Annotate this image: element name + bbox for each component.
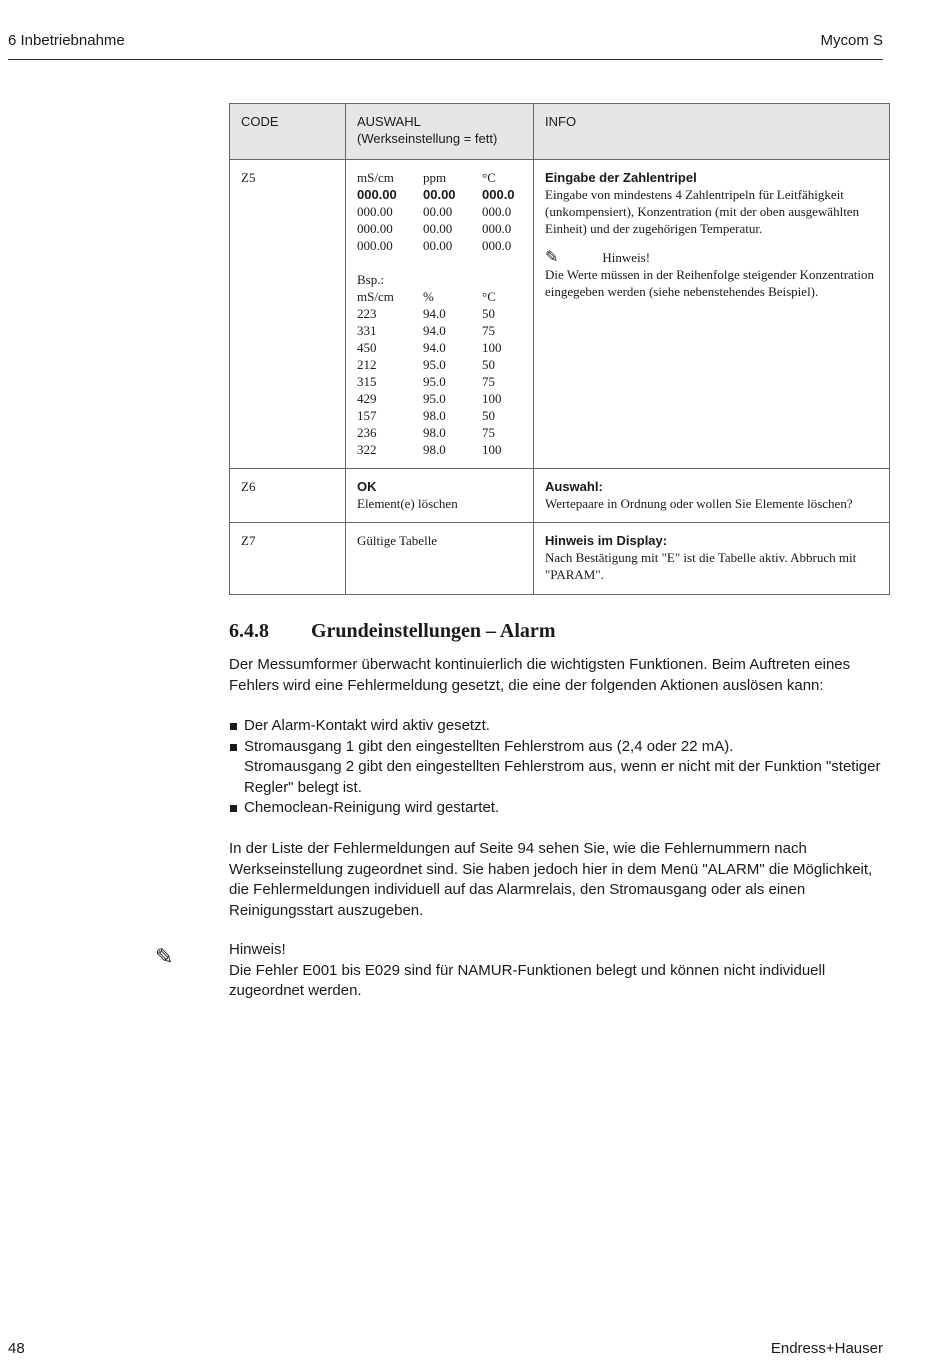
note-line bbox=[545, 249, 878, 266]
value-cell: 000.0 bbox=[482, 238, 512, 253]
pencil-icon: ✎ bbox=[545, 249, 559, 266]
info-title: Auswahl: bbox=[545, 479, 603, 494]
value-cell: 000.0 bbox=[482, 221, 512, 236]
info-text: Wertepaare in Ordnung oder wollen Sie Elemente löschen? bbox=[545, 496, 853, 511]
value-cell: 94.0 bbox=[423, 306, 446, 321]
section-number: 6.4.8 bbox=[229, 620, 269, 642]
value-cell: 322 bbox=[357, 442, 377, 457]
value-cell: 315 bbox=[357, 374, 377, 389]
unit-cell: °C bbox=[482, 170, 496, 185]
example-unit-row bbox=[357, 288, 522, 305]
code-cell: Z7 bbox=[230, 523, 346, 595]
value-cell: 100 bbox=[482, 391, 502, 406]
value-cell: 98.0 bbox=[423, 425, 446, 440]
value-cell: 429 bbox=[357, 391, 377, 406]
unit-cell: % bbox=[423, 289, 434, 304]
header-auswahl bbox=[346, 104, 534, 160]
note-text: Die Werte müssen in der Reihenfolge steigender Konzentration eingegeben werden (siehe nebenstehendes Beispiel). bbox=[545, 267, 875, 299]
info-cell bbox=[534, 523, 890, 595]
intro-paragraph: Der Messumformer überwacht kontinuierlich die wichtigsten Funktionen. Beim Auftreten eines Fehlers wird eine Fehlermeldung gesetzt, die eine der folgenden Aktionen auslösen kann: bbox=[229, 656, 851, 694]
list-item-text: Stromausgang 1 gibt den eingestellten Fehlerstrom aus (2,4 oder 22 mA). bbox=[244, 737, 734, 755]
option: Gültige Tabelle bbox=[357, 533, 438, 548]
table-row-z6 bbox=[230, 469, 890, 523]
example-row bbox=[357, 339, 522, 356]
unit-row bbox=[357, 169, 522, 186]
note-label: Hinweis! bbox=[602, 250, 651, 265]
code-cell: Z6 bbox=[230, 469, 346, 523]
value-cell: 00.00 bbox=[423, 187, 456, 202]
table-row-z7 bbox=[230, 523, 890, 595]
info-title: Hinweis im Display: bbox=[545, 533, 668, 548]
header-auswahl-sub: (Werkseinstellung = fett) bbox=[357, 131, 498, 146]
table-row-z5 bbox=[230, 160, 890, 469]
value-cell: 95.0 bbox=[423, 357, 446, 372]
value-cell: 50 bbox=[482, 306, 495, 321]
example-row bbox=[357, 356, 522, 373]
example-row bbox=[357, 441, 522, 458]
hint-block bbox=[229, 940, 885, 1002]
info-title: Eingabe der Zahlentripel bbox=[545, 170, 697, 185]
example-label: Bsp.: bbox=[357, 272, 385, 287]
value-cell: 75 bbox=[482, 323, 495, 338]
unit-cell: °C bbox=[482, 289, 496, 304]
table-header-row bbox=[230, 104, 890, 160]
value-cell: 94.0 bbox=[423, 340, 446, 355]
value-cell: 331 bbox=[357, 323, 377, 338]
value-cell: 000.00 bbox=[357, 221, 393, 236]
list-item bbox=[229, 737, 889, 799]
option-default: OK bbox=[357, 479, 377, 494]
value-cell: 98.0 bbox=[423, 442, 446, 457]
example-rows bbox=[357, 305, 522, 458]
example-row bbox=[357, 424, 522, 441]
list-item-text: Chemoclean-Reinigung wird gestartet. bbox=[244, 799, 500, 816]
value-cell: 000.00 bbox=[357, 187, 397, 202]
value-row bbox=[357, 203, 522, 220]
example-row bbox=[357, 322, 522, 339]
value-cell: 212 bbox=[357, 357, 377, 372]
value-cell: 75 bbox=[482, 425, 495, 440]
info-cell bbox=[534, 160, 890, 469]
info-text: Eingabe von mindestens 4 Zahlentripeln für Leitfähigkeit (unkompensiert), Konzentration (mit der oben ausgewählten Einheit) und der zugehörigen Temperatur. bbox=[545, 187, 860, 236]
value-cell: 00.00 bbox=[423, 204, 453, 219]
example-row bbox=[357, 390, 522, 407]
value-cell: 75 bbox=[482, 374, 495, 389]
section-heading bbox=[229, 620, 555, 643]
value-cell: 50 bbox=[482, 408, 495, 423]
value-cell: 95.0 bbox=[423, 391, 446, 406]
header-chapter: 6 Inbetriebnahme bbox=[8, 32, 125, 49]
header-auswahl-label: AUSWAHL bbox=[357, 114, 421, 129]
value-cell: 95.0 bbox=[423, 374, 446, 389]
section-title: Grundeinstellungen – Alarm bbox=[311, 620, 556, 642]
action-list bbox=[229, 716, 889, 819]
value-cell: 236 bbox=[357, 425, 377, 440]
default-value-row bbox=[357, 186, 522, 203]
value-cell: 000.00 bbox=[357, 238, 393, 253]
unit-cell: mS/cm bbox=[357, 289, 394, 304]
value-cell: 100 bbox=[482, 442, 502, 457]
value-row bbox=[357, 220, 522, 237]
header-product: Mycom S bbox=[820, 32, 883, 49]
error-list-paragraph: In der Liste der Fehlermeldungen auf Seite 94 sehen Sie, wie die Fehlernummern nach Werkseinstellung zugeordnet sind. Sie haben jedoch hier in dem Menü "ALARM" die Möglichkeit, die Fehlermeldungen individuell auf das Alarmrelais, den Stromausgang oder als einen Reinigungsstart auszugeben. bbox=[229, 840, 873, 919]
header-rule bbox=[8, 59, 883, 60]
hint-label: Hinweis! bbox=[229, 941, 286, 958]
list-item-text: Der Alarm-Kontakt wird aktiv gesetzt. bbox=[244, 717, 490, 734]
auswahl-cell bbox=[346, 160, 534, 469]
value-cell: 223 bbox=[357, 306, 377, 321]
page-number: 48 bbox=[8, 1340, 25, 1357]
header-code: CODE bbox=[230, 104, 346, 160]
list-item bbox=[229, 716, 889, 737]
option-other: Element(e) löschen bbox=[357, 496, 458, 511]
list-item-continuation: Stromausgang 2 gibt den eingestellten Fehlerstrom aus, wenn er nicht mit der Funktion "stetiger Regler" belegt ist. bbox=[244, 758, 881, 796]
value-row bbox=[357, 237, 522, 254]
value-cell: 000.00 bbox=[357, 204, 393, 219]
value-cell: 00.00 bbox=[423, 221, 453, 236]
brand-name: Endress+Hauser bbox=[770, 1340, 883, 1357]
pencil-icon: ✎ bbox=[155, 944, 174, 969]
example-row bbox=[357, 305, 522, 322]
example-row bbox=[357, 407, 522, 424]
value-cell: 000.0 bbox=[482, 187, 515, 202]
parameter-table bbox=[229, 103, 890, 595]
list-item bbox=[229, 798, 889, 819]
code-cell: Z5 bbox=[230, 160, 346, 469]
value-cell: 50 bbox=[482, 357, 495, 372]
info-cell bbox=[534, 469, 890, 523]
example-row bbox=[357, 373, 522, 390]
value-cell: 94.0 bbox=[423, 323, 446, 338]
value-cell: 100 bbox=[482, 340, 502, 355]
info-text: Nach Bestätigung mit "E" ist die Tabelle aktiv. Abbruch mit "PARAM". bbox=[545, 550, 857, 582]
value-cell: 157 bbox=[357, 408, 377, 423]
value-cell: 000.0 bbox=[482, 204, 512, 219]
auswahl-cell bbox=[346, 523, 534, 595]
unit-cell: ppm bbox=[423, 170, 447, 185]
value-cell: 450 bbox=[357, 340, 377, 355]
auswahl-cell bbox=[346, 469, 534, 523]
value-cell: 98.0 bbox=[423, 408, 446, 423]
hint-text: Die Fehler E001 bis E029 sind für NAMUR-Funktionen belegt und können nicht individuell zugeordnet werden. bbox=[229, 961, 826, 999]
value-cell: 00.00 bbox=[423, 238, 453, 253]
header-info: INFO bbox=[534, 104, 890, 160]
unit-cell: mS/cm bbox=[357, 170, 394, 185]
